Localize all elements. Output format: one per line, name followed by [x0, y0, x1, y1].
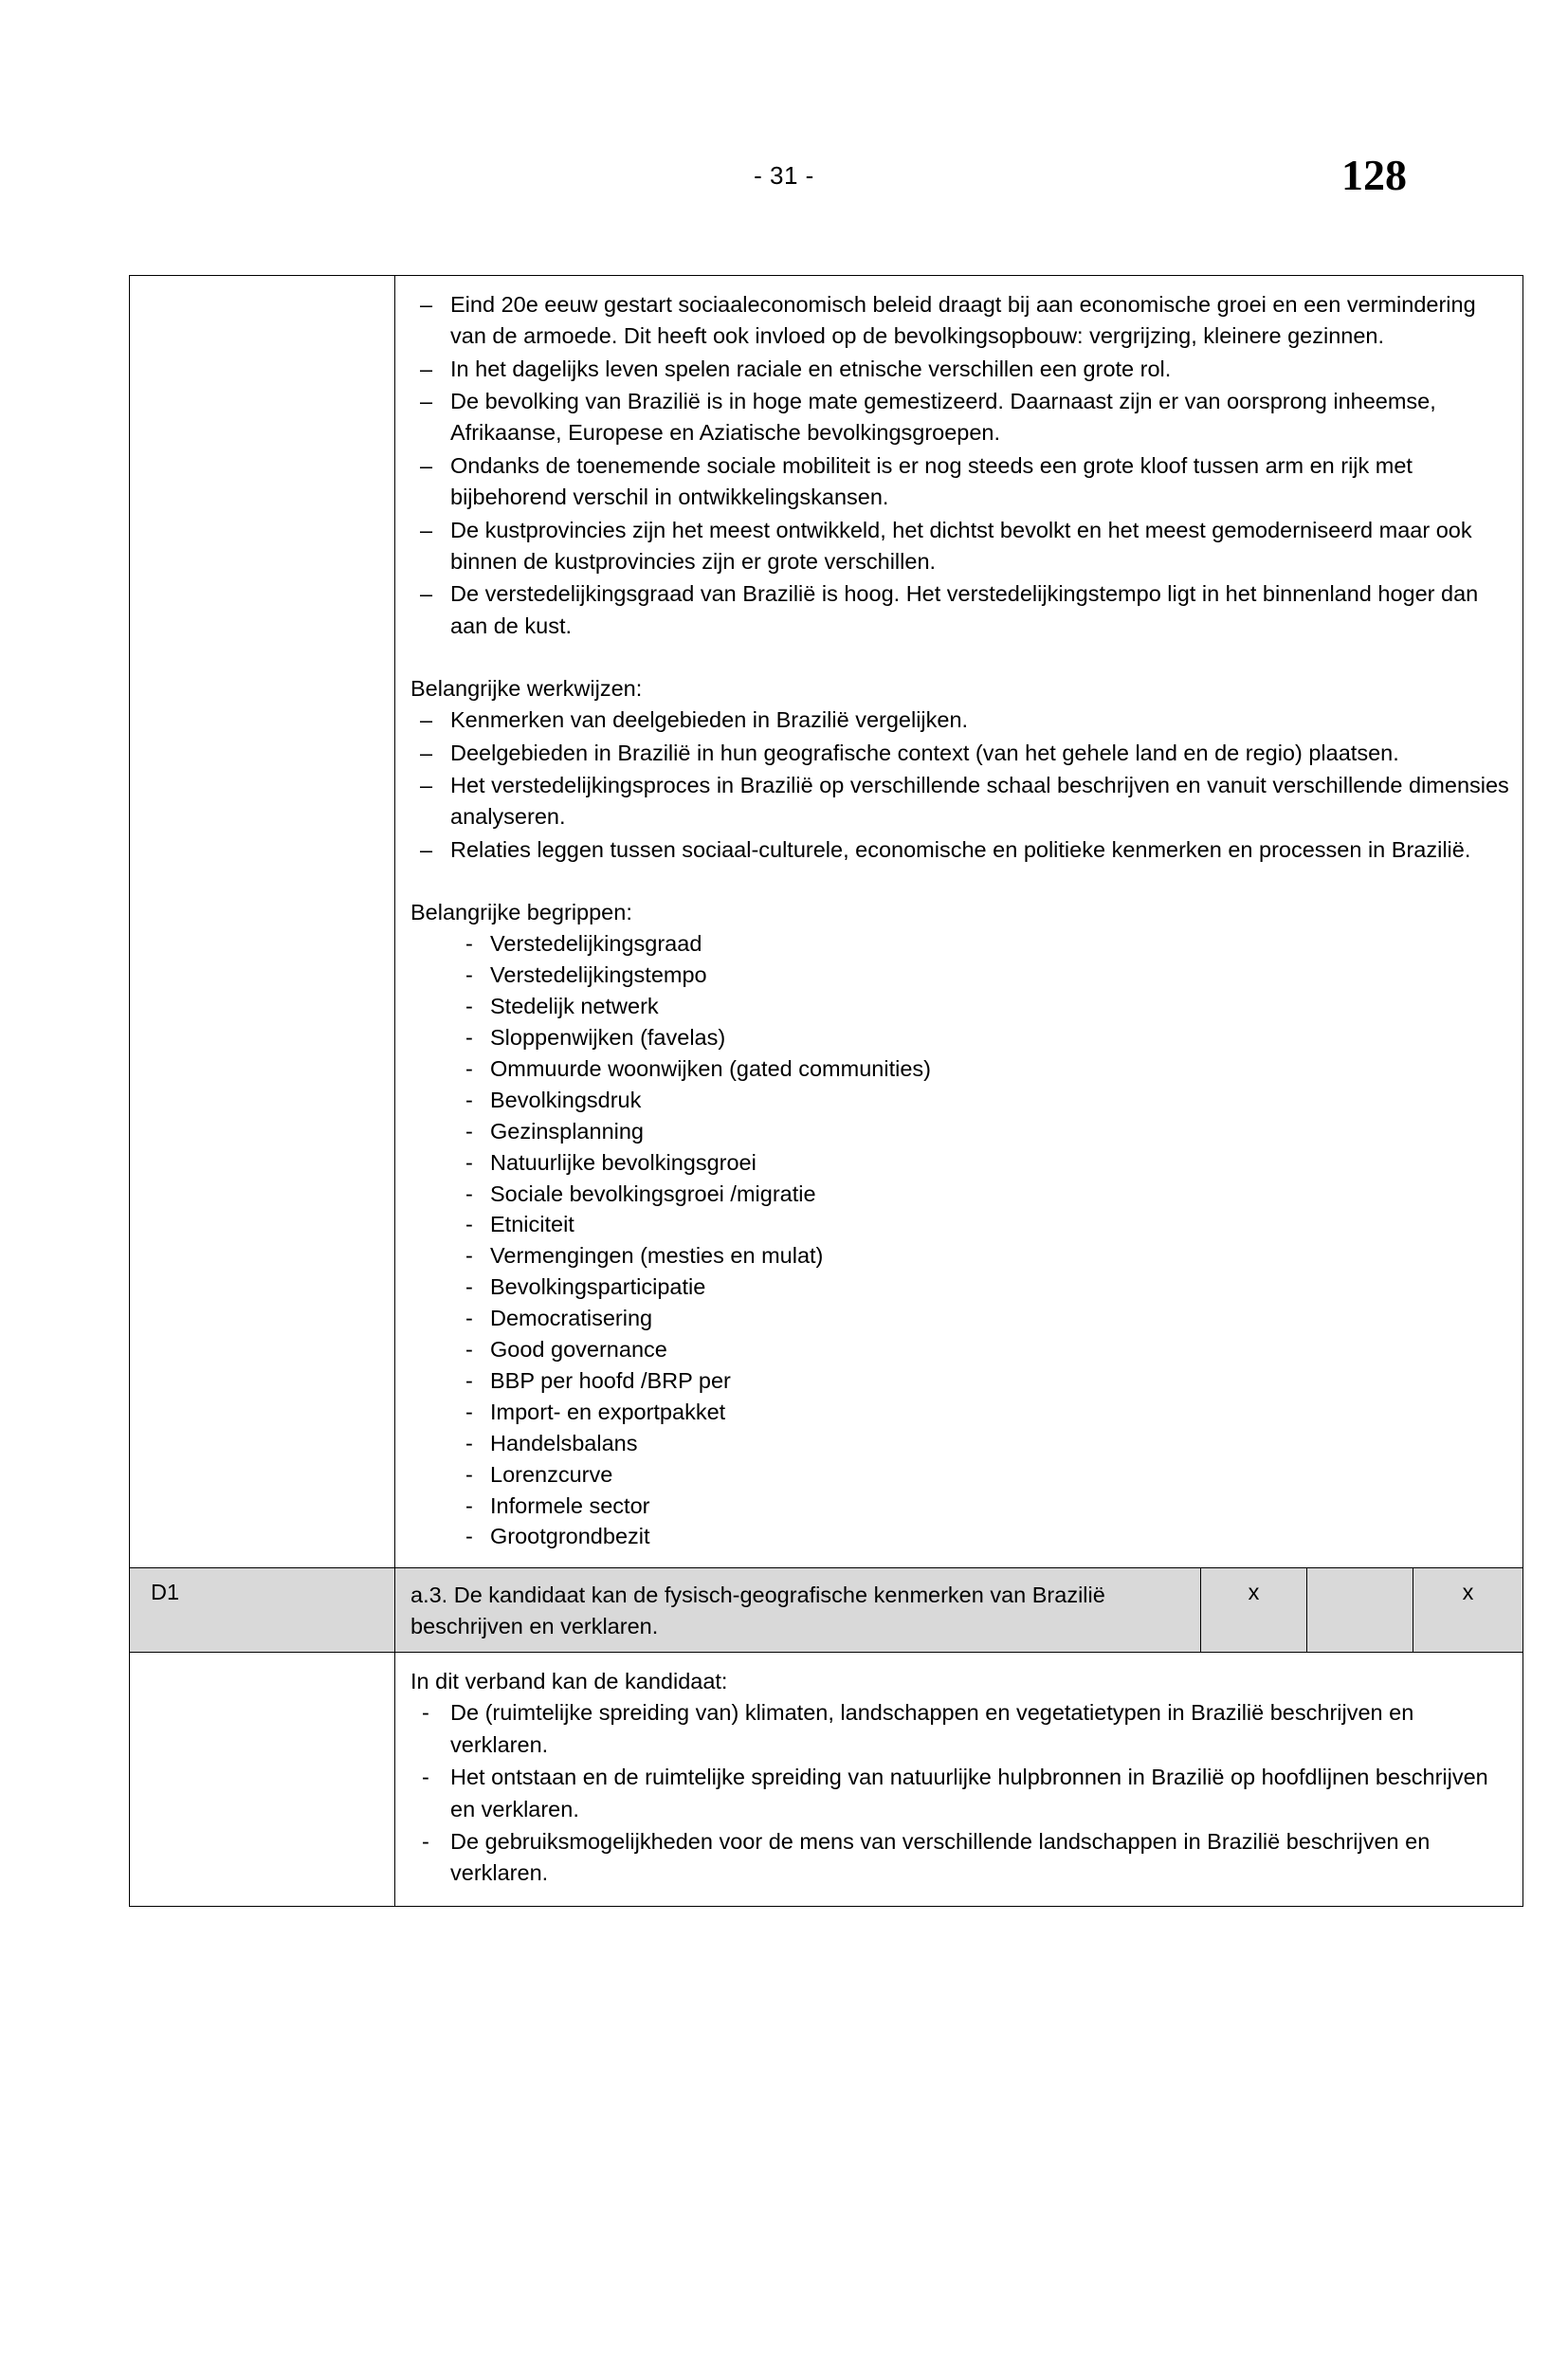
list-item-text: Etniciteit — [490, 1212, 574, 1237]
hyphen-marker: - — [465, 1243, 473, 1269]
hyphen-marker: - — [465, 1492, 473, 1518]
hyphen-marker: - — [465, 1461, 473, 1487]
hyphen-marker: - — [465, 1118, 473, 1144]
dash-marker: – — [420, 707, 433, 733]
list-item — [410, 1826, 1509, 1890]
goal-text: a.3. De kandidaat kan de fysisch-geografische kenmerken van Brazilië beschrijven en verklaren. — [410, 1583, 1105, 1639]
page-number: - 31 - — [754, 161, 814, 190]
dash-marker: – — [420, 773, 433, 798]
begrippen-list — [410, 928, 1509, 1552]
hyphen-marker: - — [422, 1828, 429, 1854]
list-item-text: Sloppenwijken (favelas) — [490, 1025, 726, 1051]
table-row — [130, 276, 1523, 1568]
list-item-text: Kenmerken van deelgebieden in Brazilië vergelijken. — [450, 707, 969, 733]
table-row-goal — [130, 1568, 1523, 1653]
dash-marker: – — [420, 292, 433, 317]
list-item-text: De kustprovincies zijn het meest ontwikkeld, het dichtst bevolkt en het meest gemoderniseerd maar ook binnen de kustprovincies zijn er grote verschillen. — [450, 517, 1472, 574]
list-item — [460, 1053, 1509, 1085]
dash-marker: – — [420, 740, 433, 765]
list-item — [460, 1116, 1509, 1147]
list-item — [460, 960, 1509, 991]
hyphen-marker: - — [465, 1056, 473, 1082]
hyphen-marker: - — [465, 1180, 473, 1206]
page-header — [0, 151, 1568, 275]
list-item-text: Relaties leggen tussen sociaal-culturele, economische en politieke kenmerken en processen in Brazilië. — [450, 836, 1471, 862]
dash-marker: – — [420, 389, 433, 414]
list-item-text: Het verstedelijkingsproces in Brazilië op verschillende schaal beschrijven en vanuit verschillende dimensies analyseren. — [450, 773, 1509, 830]
list-item — [460, 1365, 1509, 1397]
list-item — [410, 354, 1509, 385]
detail-intro: In dit verband kan de kandidaat: — [410, 1669, 728, 1694]
hyphen-marker: - — [465, 1430, 473, 1455]
hyphen-marker: - — [465, 1087, 473, 1112]
list-item-text: Natuurlijke bevolkingsgroei — [490, 1149, 757, 1175]
goal-code: D1 — [151, 1580, 180, 1605]
code-cell-empty — [130, 276, 395, 1568]
werkwijzen-heading: Belangrijke werkwijzen: — [410, 675, 643, 701]
list-item — [460, 1303, 1509, 1334]
hyphen-marker: - — [465, 1399, 473, 1424]
list-item-text: Democratisering — [490, 1306, 653, 1331]
goal-mark-3: x — [1462, 1580, 1474, 1605]
list-item — [460, 1521, 1509, 1552]
goal-text-cell — [395, 1568, 1201, 1653]
list-item — [460, 1022, 1509, 1053]
goal-code-cell — [130, 1568, 395, 1653]
table-row-detail — [130, 1653, 1523, 1907]
hyphen-marker: - — [465, 1367, 473, 1393]
list-item-text: Verstedelijkingstempo — [490, 962, 707, 988]
list-item — [410, 770, 1509, 833]
hyphen-marker: - — [465, 1025, 473, 1051]
list-item — [410, 1762, 1509, 1825]
detail-content-cell — [395, 1653, 1523, 1907]
list-item — [460, 1491, 1509, 1522]
detail-list — [410, 1697, 1509, 1889]
list-item-text: Lorenzcurve — [490, 1461, 613, 1487]
list-item-text: BBP per hoofd /BRP per — [490, 1367, 731, 1393]
goal-mark-1: x — [1248, 1580, 1260, 1605]
list-item — [460, 1272, 1509, 1303]
begrippen-heading: Belangrijke begrippen: — [410, 900, 632, 925]
hyphen-marker: - — [465, 1274, 473, 1300]
list-item — [460, 1147, 1509, 1179]
list-item-text: Sociale bevolkingsgroei /migratie — [490, 1180, 816, 1206]
hyphen-marker: - — [422, 1700, 429, 1726]
document-number: 128 — [1341, 151, 1407, 199]
dash-marker: – — [420, 356, 433, 381]
list-item-text: Handelsbalans — [490, 1430, 638, 1455]
hyphen-marker: - — [465, 994, 473, 1019]
list-item — [460, 1240, 1509, 1272]
hyphen-marker: - — [465, 1149, 473, 1175]
dash-marker: – — [420, 452, 433, 478]
list-item-text: De (ruimtelijke spreiding van) klimaten, landschappen en vegetatietypen in Brazilië beschrijven en verklaren. — [450, 1700, 1414, 1757]
list-item-text: Vermengingen (mesties en mulat) — [490, 1243, 824, 1269]
list-item-text: Stedelijk netwerk — [490, 994, 659, 1019]
list-item — [460, 1397, 1509, 1428]
list-item — [410, 515, 1509, 578]
list-item-text: Informele sector — [490, 1492, 650, 1518]
dash-marker: – — [420, 581, 433, 607]
list-item — [410, 386, 1509, 449]
list-item-text: Import- en exportpakket — [490, 1399, 726, 1424]
list-item — [410, 705, 1509, 736]
list-item-text: Verstedelijkingsgraad — [490, 931, 702, 957]
list-item-text: In het dagelijks leven spelen raciale en etnische verschillen een grote rol. — [450, 356, 1172, 381]
exam-specification-table — [129, 275, 1523, 1907]
list-item-text: De bevolking van Brazilië is in hoge mate gemestizeerd. Daarnaast zijn er van oorsprong inheemse, Afrikaanse, Europese en Aziatische bevolkingsgroepen. — [450, 389, 1436, 446]
document-page — [0, 151, 1568, 2379]
list-item-text: Gezinsplanning — [490, 1118, 644, 1144]
list-item — [460, 1428, 1509, 1459]
list-item-text: Deelgebieden in Brazilië in hun geografische context (van het gehele land en de regio) plaatsen. — [450, 740, 1399, 765]
content-cell — [395, 276, 1523, 1568]
hyphen-marker: - — [465, 962, 473, 988]
list-item — [460, 928, 1509, 960]
list-item-text: Ondanks de toenemende sociale mobiliteit is er nog steeds een grote kloof tussen arm en rijk met bijbehorend verschil in ontwikkelingskansen. — [450, 452, 1413, 510]
list-item-text: Good governance — [490, 1337, 667, 1363]
list-item — [460, 1334, 1509, 1365]
goal-mark-cell-2 — [1307, 1568, 1413, 1653]
detail-code — [130, 1653, 394, 1674]
list-item — [460, 1459, 1509, 1491]
list-item-text: Bevolkingsdruk — [490, 1087, 642, 1112]
list-item-text: Grootgrondbezit — [490, 1524, 650, 1549]
spacer — [410, 867, 1509, 897]
list-item — [410, 578, 1509, 642]
list-item — [410, 289, 1509, 353]
list-item — [410, 738, 1509, 769]
list-item — [410, 834, 1509, 866]
hyphen-marker: - — [465, 1306, 473, 1331]
hyphen-marker: - — [422, 1765, 429, 1790]
list-item-text: Eind 20e eeuw gestart sociaaleconomisch beleid draagt bij aan economische groei en een vermindering van de armoede. Dit heeft ook invloed op de bevolkingsopbouw: vergrijzing, kleinere gezinnen. — [450, 292, 1476, 349]
list-item — [460, 1179, 1509, 1210]
list-item-text: Het ontstaan en de ruimtelijke spreiding van natuurlijke hulpbronnen in Brazilië op hoofdlijnen beschrijven en verklaren. — [450, 1765, 1488, 1821]
dash-marker: – — [420, 517, 433, 542]
goal-mark-cell-1 — [1201, 1568, 1307, 1653]
hyphen-marker: - — [465, 1524, 473, 1549]
goal-mark-2 — [1307, 1568, 1413, 1580]
list-item — [410, 1697, 1509, 1761]
hyphen-marker: - — [465, 1337, 473, 1363]
list-item-text: Bevolkingsparticipatie — [490, 1274, 706, 1300]
list-item — [460, 1209, 1509, 1240]
kenmerken-list — [410, 289, 1509, 642]
spacer — [410, 643, 1509, 673]
werkwijzen-list — [410, 705, 1509, 866]
list-item — [460, 991, 1509, 1022]
list-item-text: Ommuurde woonwijken (gated communities) — [490, 1056, 931, 1082]
detail-content — [395, 1653, 1522, 1906]
dash-marker: – — [420, 836, 433, 862]
hyphen-marker: - — [465, 1212, 473, 1237]
content-block — [395, 276, 1522, 1567]
list-item-text: De verstedelijkingsgraad van Brazilië is hoog. Het verstedelijkingstempo ligt in het binnenland hoger dan aan de kust. — [450, 581, 1479, 638]
list-item — [410, 450, 1509, 514]
list-item-text: De gebruiksmogelijkheden voor de mens van verschillende landschappen in Brazilië beschrijven en verklaren. — [450, 1828, 1431, 1886]
detail-code-cell — [130, 1653, 395, 1907]
goal-mark-cell-3 — [1413, 1568, 1523, 1653]
hyphen-marker: - — [465, 931, 473, 957]
list-item — [460, 1085, 1509, 1116]
